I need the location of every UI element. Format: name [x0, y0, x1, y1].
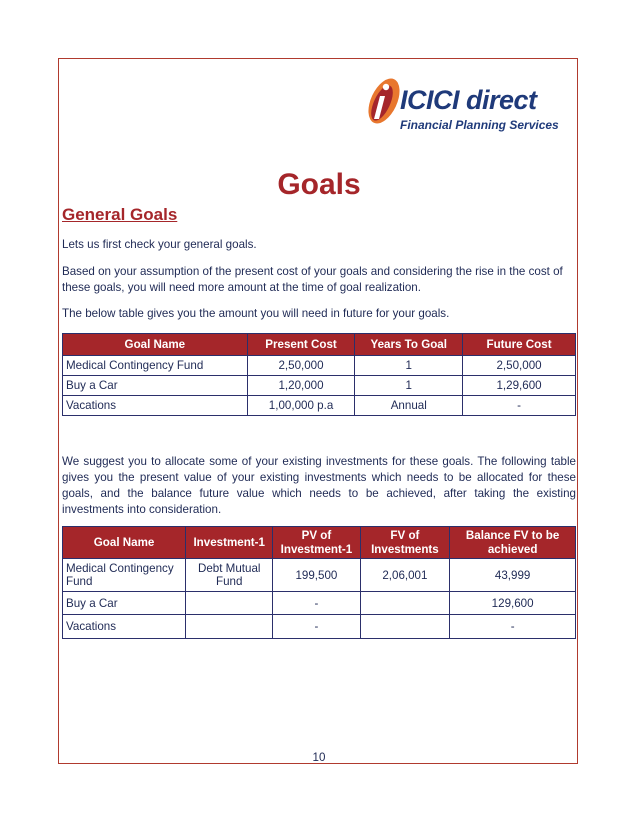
table-row — [63, 396, 576, 416]
table-row — [63, 376, 576, 396]
page-number: 10 — [312, 751, 326, 764]
investment-allocation-table — [62, 526, 576, 639]
header-years-to-goal: Years To Goal — [355, 334, 463, 356]
header-pv-investment: PV of Investment-1 — [273, 527, 360, 559]
table-row — [63, 615, 576, 639]
cell-fv-investments — [360, 592, 450, 615]
cell-goal-name: Buy a Car — [63, 376, 248, 396]
cell-future-cost: 2,50,000 — [463, 356, 576, 376]
future-cost-table — [62, 333, 576, 416]
table-row — [63, 592, 576, 615]
cell-investment-1: Debt Mutual Fund — [186, 559, 273, 592]
cell-goal-name: Vacations — [63, 396, 248, 416]
cell-goal-name: Medical Contingency Fund — [63, 356, 248, 376]
cell-balance-fv: - — [450, 615, 576, 639]
cell-years-to-goal: 1 — [355, 376, 463, 396]
logo-tagline: Financial Planning Services — [400, 118, 559, 132]
cell-pv-investment: 199,500 — [273, 559, 360, 592]
cell-years-to-goal: 1 — [355, 356, 463, 376]
icici-direct-logo — [366, 74, 570, 136]
cell-present-cost: 1,00,000 p.a — [247, 396, 355, 416]
cell-years-to-goal: Annual — [355, 396, 463, 416]
cell-goal-name: Medical Contingency Fund — [63, 559, 186, 592]
cell-balance-fv: 129,600 — [450, 592, 576, 615]
table-row — [63, 356, 576, 376]
cell-balance-fv: 43,999 — [450, 559, 576, 592]
cell-investment-1 — [186, 615, 273, 639]
header-future-cost: Future Cost — [463, 334, 576, 356]
allocation-paragraph: We suggest you to allocate some of your existing investments for these goals. The following table gives you the present value of your existing investments which needs to be allocated for these goals, and the balance future value which needs to be achieved, after taking the existing investments into consideration. — [62, 455, 576, 516]
logo-brand-text: ICICI direct — [400, 85, 537, 115]
table-intro-paragraph: The below table gives you the amount you will need in future for your goals. — [62, 307, 450, 320]
header-goal-name: Goal Name — [63, 527, 186, 559]
page-title: Goals — [277, 168, 361, 201]
header-balance-fv: Balance FV to be achieved — [450, 527, 576, 559]
table-header-row — [63, 334, 576, 356]
header-present-cost: Present Cost — [247, 334, 355, 356]
cell-goal-name: Vacations — [63, 615, 186, 639]
header-fv-investments: FV of Investments — [360, 527, 450, 559]
cell-future-cost: 1,29,600 — [463, 376, 576, 396]
cell-future-cost: - — [463, 396, 576, 416]
cell-pv-investment: - — [273, 592, 360, 615]
assumption-paragraph: Based on your assumption of the present cost of your goals and considering the rise in the cost of these goals, you will need more amount at the time of goal realization. — [62, 265, 563, 294]
table-header-row — [63, 527, 576, 559]
cell-present-cost: 1,20,000 — [247, 376, 355, 396]
header-goal-name: Goal Name — [63, 334, 248, 356]
cell-investment-1 — [186, 592, 273, 615]
logo-emblem-icon — [366, 74, 402, 132]
table-row — [63, 559, 576, 592]
cell-fv-investments — [360, 615, 450, 639]
section-heading: General Goals — [62, 205, 178, 224]
cell-present-cost: 2,50,000 — [247, 356, 355, 376]
cell-fv-investments: 2,06,001 — [360, 559, 450, 592]
cell-pv-investment: - — [273, 615, 360, 639]
cell-goal-name: Buy a Car — [63, 592, 186, 615]
header-investment-1: Investment-1 — [186, 527, 273, 559]
intro-paragraph: Lets us first check your general goals. — [62, 238, 257, 251]
